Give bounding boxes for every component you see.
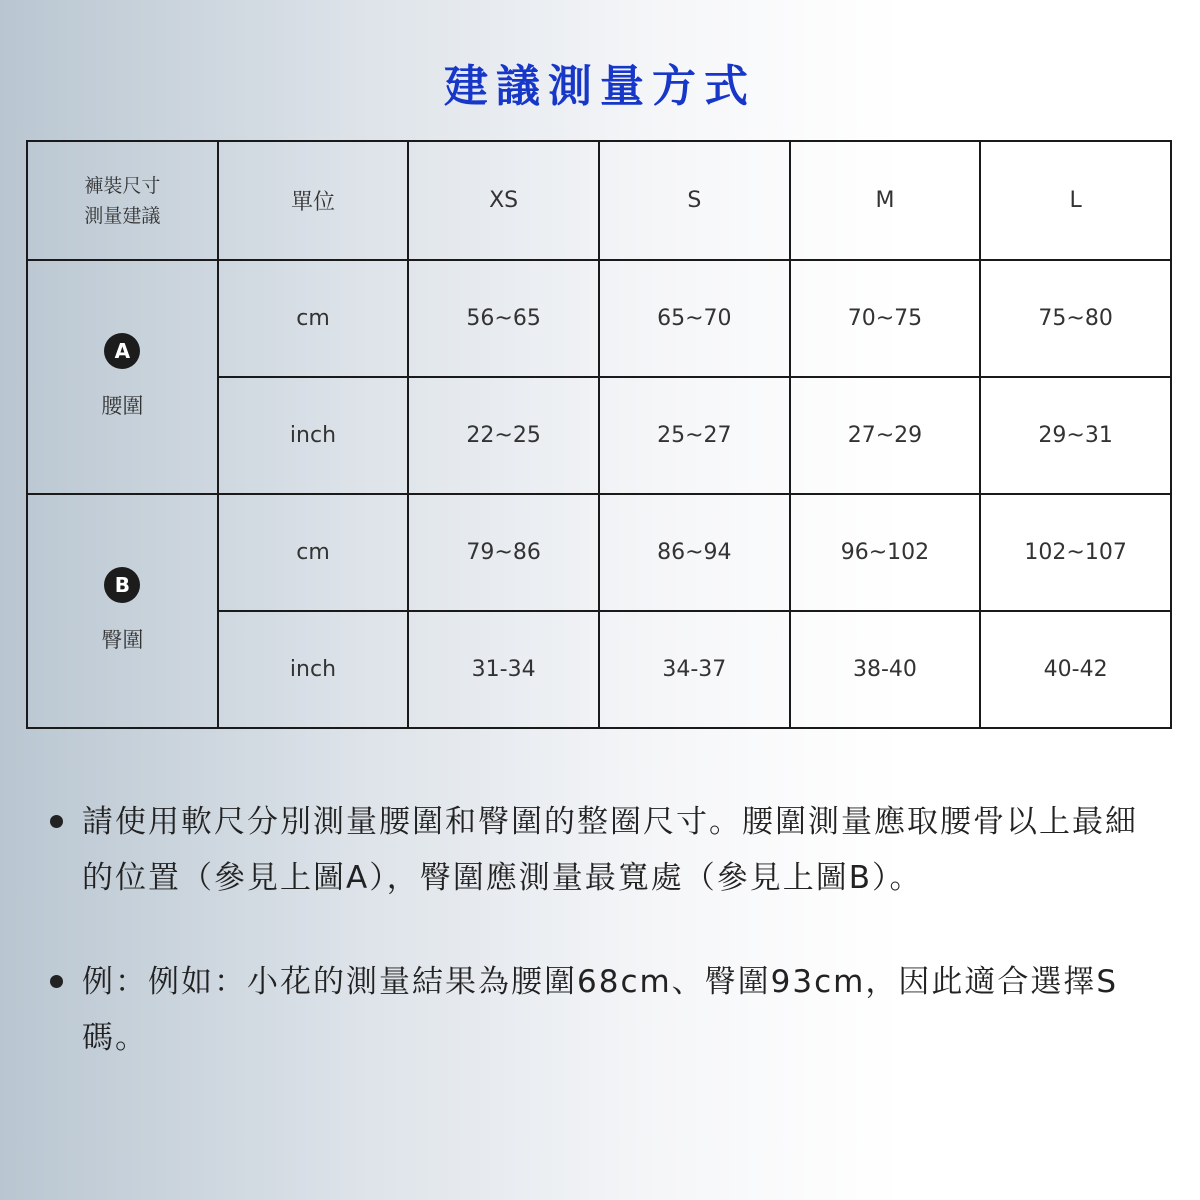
page-title: 建議測量方式 — [444, 61, 756, 112]
waist-group-header — [27, 260, 218, 494]
table-header-row — [27, 141, 1171, 260]
value-cell: 27~29 — [790, 377, 981, 494]
header-size-xs: XS — [408, 141, 599, 260]
size-chart-table — [26, 140, 1172, 729]
hip-label: 臀圍 — [101, 628, 144, 652]
value-cell: 40-42 — [980, 611, 1171, 728]
unit-cell: cm — [218, 494, 409, 611]
corner-label-line2: 測量建議 — [84, 204, 161, 227]
header-size-l: L — [980, 141, 1171, 260]
value-cell: 96~102 — [790, 494, 981, 611]
bullet-icon — [50, 975, 63, 988]
note-item — [50, 954, 1160, 1066]
value-cell: 29~31 — [980, 377, 1171, 494]
unit-cell: inch — [218, 611, 409, 728]
value-cell: 31-34 — [408, 611, 599, 728]
value-cell: 38-40 — [790, 611, 981, 728]
badge-a-icon: A — [104, 333, 140, 369]
table-row — [27, 260, 1171, 377]
value-cell: 34-37 — [599, 611, 790, 728]
bullet-icon — [50, 815, 63, 828]
table-corner-cell — [27, 141, 218, 260]
value-cell: 56~65 — [408, 260, 599, 377]
header-size-s: S — [599, 141, 790, 260]
notes-list — [50, 794, 1160, 1066]
value-cell: 70~75 — [790, 260, 981, 377]
waist-label: 腰圍 — [101, 394, 144, 418]
header-size-m: M — [790, 141, 981, 260]
value-cell: 25~27 — [599, 377, 790, 494]
hip-group-header — [27, 494, 218, 728]
note-text: 請使用軟尺分別測量腰圍和臀圍的整圈尺寸。腰圍測量應取腰骨以上最細的位置（參見上圖A），臀圍應測量最寬處（參見上圖B）。 — [82, 804, 1138, 896]
corner-label-line1: 褲裝尺寸 — [84, 174, 161, 197]
value-cell: 22~25 — [408, 377, 599, 494]
value-cell: 65~70 — [599, 260, 790, 377]
value-cell: 79~86 — [408, 494, 599, 611]
header-unit: 單位 — [218, 141, 409, 260]
unit-cell: cm — [218, 260, 409, 377]
badge-b-icon: B — [104, 567, 140, 603]
note-text: 例：例如：小花的測量結果為腰圍68cm、臀圍93cm，因此適合選擇S碼。 — [82, 964, 1119, 1056]
value-cell: 86~94 — [599, 494, 790, 611]
note-item — [50, 794, 1160, 906]
value-cell: 102~107 — [980, 494, 1171, 611]
value-cell: 75~80 — [980, 260, 1171, 377]
table-row — [27, 494, 1171, 611]
unit-cell: inch — [218, 377, 409, 494]
